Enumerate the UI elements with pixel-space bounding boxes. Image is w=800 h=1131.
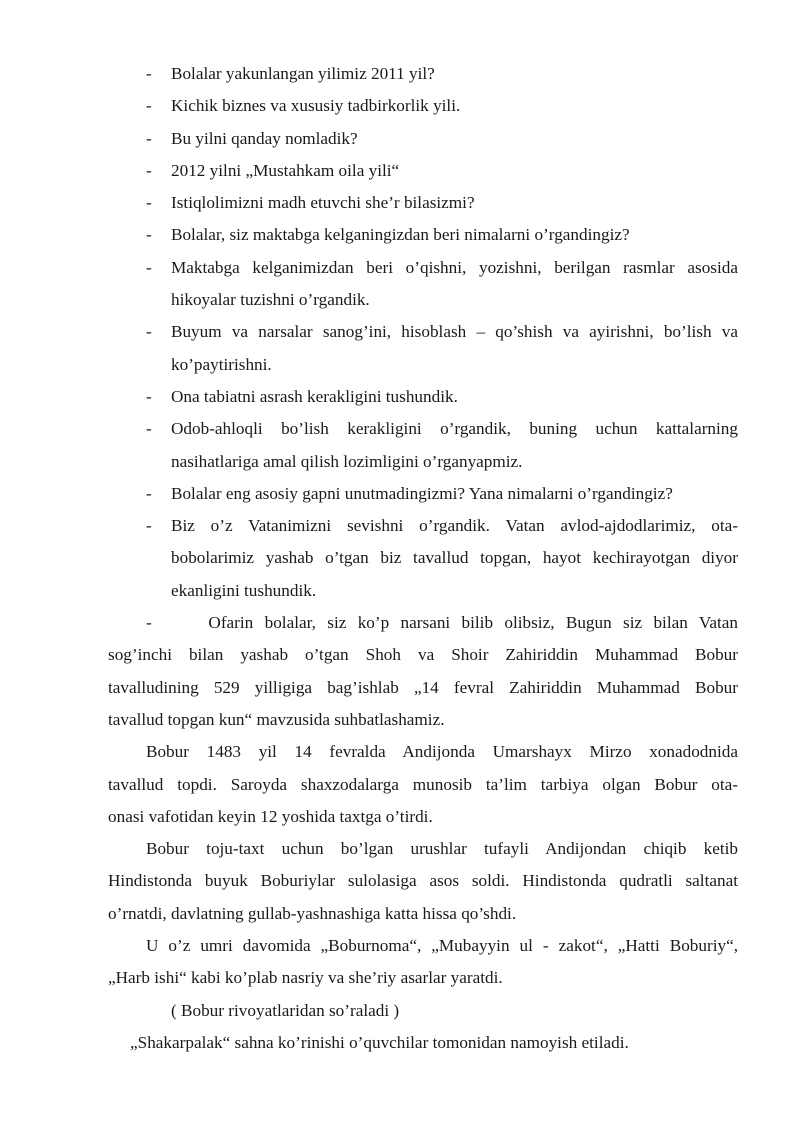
dialogue-line — [108, 187, 738, 219]
dialogue-continuation: ko’paytirishni. — [171, 354, 272, 374]
dialogue-line — [108, 381, 738, 413]
list-dash: - — [146, 128, 152, 148]
dialogue-continuation: ekanligini tushundik. — [171, 580, 317, 600]
dialogue-text: Bu yilni qanday nomladik? — [171, 128, 358, 148]
dialogue-line — [108, 478, 738, 510]
dialogue-text: Istiqlolimizni madh etuvchi she’r bilasizmi? — [171, 193, 475, 213]
closing-line: „Shakarpalak“ sahna ko’rinishi o’quvchilar tomonidan namoyish etiladi. — [130, 1032, 629, 1052]
list-dash: - — [146, 64, 152, 83]
dialogue-text: Bolalar, siz maktabga kelganingizdan beri nimalarni o’rgandingiz? — [171, 225, 630, 245]
list-dash: - — [146, 257, 152, 277]
list-dash: - — [146, 225, 152, 245]
paragraph-line: tavallud topdi. Saroyda shaxzodalarga munosib ta’lim tarbiya olgan Bobur ota- — [108, 774, 738, 794]
list-dash: - — [146, 322, 152, 342]
dialogue-line — [108, 316, 738, 348]
dialogue-text: Bolalar yakunlangan yilimiz 2011 yil? — [171, 64, 435, 83]
dialogue-continuation: nasihatlariga amal qilish lozimligini o’rganyapmiz. — [171, 451, 523, 471]
paragraph-line: Bobur toju-taxt uchun bo’lgan urushlar tufayli Andijondan chiqib ketib — [146, 839, 738, 859]
paragraph-line: tavallud topgan kun“ mavzusida suhbatlashamiz. — [108, 709, 445, 729]
list-dash: - — [146, 193, 152, 213]
paragraph-line: tavalludining 529 yilligiga bag’ishlab „14 fevral Zahiriddin Muhammad Bobur — [108, 677, 738, 697]
dialogue-text: Maktabga kelganimizdan beri o’qishni, yozishni, berilgan rasmlar asosida — [171, 257, 738, 277]
paragraph-line: o’rnatdi, davlatning gullab-yashnashiga katta hissa qo’shdi. — [108, 903, 517, 923]
dialogue-line — [108, 219, 738, 251]
list-dash: - — [146, 419, 152, 439]
dialogue-text: Bolalar eng asosiy gapni unutmadingizmi? Yana nimalarni o’rgandingiz? — [171, 483, 673, 503]
dialogue-line — [108, 90, 738, 122]
dialogue-continuation: hikoyalar tuzishni o’rgandik. — [171, 290, 370, 310]
dialogue-text: Biz o’z Vatanimizni sevishni o’rgandik. Vatan avlod-ajdodlarimiz, ota- — [171, 516, 738, 536]
dialogue-text: Odob-ahloqli bo’lish kerakligini o’rgandik, buning uchun kattalarning — [171, 419, 738, 439]
dialogue-continuation: bobolarimiz yashab o’tgan biz tavallud topgan, hayot kechirayotgan diyor — [171, 548, 738, 568]
list-dash: - — [146, 483, 152, 503]
list-dash: - — [146, 160, 152, 180]
paragraph-line: sog’inchi bilan yashab o’tgan Shoh va Shoir Zahiriddin Muhammad Bobur — [108, 645, 738, 665]
stage-note: ( Bobur rivoyatlaridan so’raladi ) — [171, 1000, 400, 1020]
paragraph-line: - Ofarin bolalar, siz ko’p narsani bilib olibsiz, Bugun siz bilan Vatan — [146, 613, 738, 633]
paragraph-line: „Harb ishi“ kabi ko’plab nasriy va she’riy asarlar yaratdi. — [108, 968, 503, 988]
paragraph-line: onasi vafotidan keyin 12 yoshida taxtga o’tirdi. — [108, 806, 433, 826]
dialogue-line — [108, 123, 738, 155]
dialogue-line — [108, 510, 738, 542]
dialogue-text: 2012 yilni „Mustahkam oila yili“ — [171, 160, 400, 180]
dialogue-line — [108, 413, 738, 445]
paragraph-line: U o’z umri davomida „Boburnoma“, „Mubayyin ul - zakot“, „Hatti Boburiy“, — [146, 936, 738, 956]
list-dash: - — [146, 96, 152, 116]
dialogue-line — [108, 252, 738, 284]
dialogue-text: Ona tabiatni asrash kerakligini tushundik. — [171, 386, 458, 406]
dialogue-text: Kichik biznes va xususiy tadbirkorlik yili. — [171, 96, 461, 116]
list-dash: - — [146, 386, 152, 406]
list-dash: - — [146, 516, 152, 536]
dialogue-line — [108, 155, 738, 187]
document-body — [108, 58, 738, 1059]
dialogue-line — [108, 58, 738, 90]
paragraph-line: Bobur 1483 yil 14 fevralda Andijonda Umarshayx Mirzo xonadodnida — [146, 742, 738, 762]
paragraph-line: Hindistonda buyuk Boburiylar sulolasiga asos soldi. Hindistonda qudratli saltanat — [108, 871, 738, 891]
dialogue-text: Buyum va narsalar sanog’ini, hisoblash – qo’shish va ayirishni, bo’lish va — [171, 322, 738, 342]
